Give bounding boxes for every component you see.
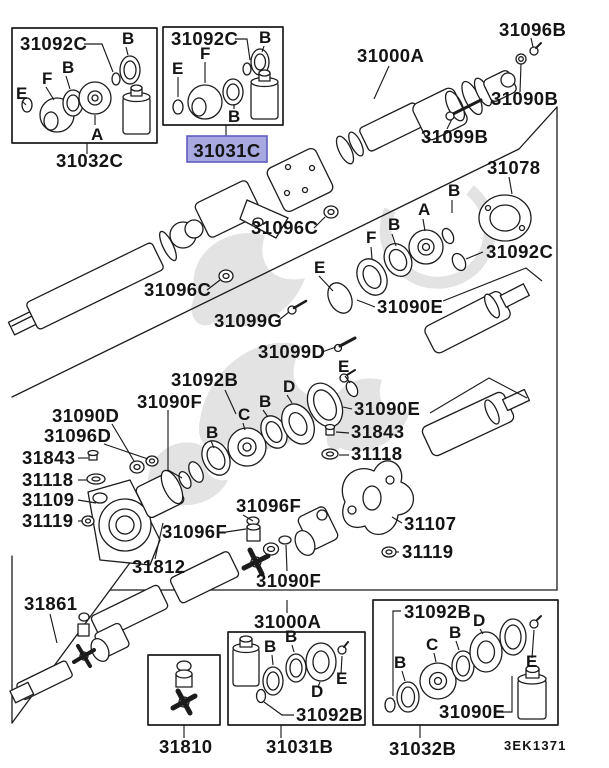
callout-letter: F: [366, 228, 377, 247]
callout-letter: C: [426, 635, 439, 654]
nut-31119-b-part: [382, 547, 396, 557]
callout-letter: C: [238, 405, 251, 424]
label-31812: 31812: [132, 556, 186, 577]
callout-letter: E: [526, 652, 538, 671]
label-31032B: 31032B: [389, 738, 457, 759]
cap-31843-b-part: [326, 425, 335, 436]
label-31109: 31109: [22, 489, 75, 510]
label-31843-b: 31843: [351, 421, 405, 442]
callout-letter: D: [473, 611, 486, 630]
nut-31096C-a-part: [324, 206, 338, 218]
callout-letter: E: [336, 669, 348, 688]
label-31092B-mid: 31092B: [171, 369, 239, 390]
callout-letter: A: [91, 125, 104, 144]
label-31032C: 31032C: [56, 150, 124, 171]
label-31096B: 31096B: [499, 19, 567, 40]
label-31843-a: 31843: [22, 447, 76, 468]
callout-letter: D: [311, 682, 324, 701]
label-31090F-a: 31090F: [137, 391, 203, 412]
nut-31096C-b-part: [219, 270, 233, 282]
bolt-31099G-part: [288, 301, 306, 314]
callout-letter: E: [172, 59, 184, 78]
label-31090B: 31090B: [491, 88, 559, 109]
label-31090E-box5: 31090E: [439, 701, 506, 722]
label-31031C-selected[interactable]: 31031C: [193, 140, 261, 161]
callout-letter: A: [418, 200, 431, 219]
label-31000A-b: 31000A: [254, 611, 322, 632]
label-31090E-a: 31090E: [377, 296, 444, 317]
label-31096F-a: 31096F: [236, 495, 302, 516]
callout-letter: B: [285, 627, 298, 646]
washer-31118-a-part: [87, 474, 105, 484]
callout-letter: B: [259, 392, 272, 411]
label-31107: 31107: [404, 513, 457, 534]
label-31090E-b: 31090E: [354, 398, 421, 419]
label-31092C-cv: 31092C: [486, 241, 554, 262]
hanger-bracket-31107-part: [342, 461, 413, 535]
bolt-31096B-part: [530, 43, 541, 55]
label-31031B: 31031B: [266, 736, 334, 757]
rear-propeller-shaft: [10, 550, 240, 702]
label-31078: 31078: [487, 157, 541, 178]
washer-31118-b-part: [322, 449, 338, 459]
label-31092C-inset1: 31092C: [20, 33, 88, 54]
callout-letter: B: [206, 423, 219, 442]
nut-31096D-part: [146, 456, 158, 466]
callout-letter: B: [388, 215, 401, 234]
nut-31090B-part: [516, 54, 526, 64]
label-31118-a: 31118: [22, 469, 74, 490]
callout-letter: F: [200, 44, 211, 63]
label-31090F-b: 31090F: [256, 570, 322, 591]
callout-letter: B: [62, 58, 75, 77]
callout-letter: B: [264, 637, 277, 656]
label-31810: 31810: [159, 736, 213, 757]
label-31096F-b: 31096F: [162, 521, 228, 542]
label-31099D: 31099D: [258, 341, 326, 362]
callout-letter: B: [449, 623, 462, 642]
callout-letter: D: [283, 377, 296, 396]
grommet-31119-a-part: [82, 516, 94, 526]
label-31099B: 31099B: [421, 126, 489, 147]
label-31096C-b: 31096C: [144, 279, 212, 300]
label-31092B-box5: 31092B: [404, 601, 472, 622]
callout-letter: B: [122, 29, 135, 48]
label-31092B-box4: 31092B: [296, 704, 364, 725]
callout-letter: B: [394, 653, 407, 672]
label-31096C-a: 31096C: [251, 217, 319, 238]
label-31099G: 31099G: [214, 310, 283, 331]
label-31000A: 31000A: [357, 45, 425, 66]
cap-31843-a-part: [88, 451, 98, 461]
callout-letter: B: [259, 28, 272, 47]
label-31092C-inset2: 31092C: [171, 28, 239, 49]
callout-letter: E: [338, 357, 350, 376]
label-31119-a: 31119: [22, 510, 74, 531]
label-31118-b: 31118: [351, 443, 403, 464]
label-31119-b: 31119: [402, 541, 454, 562]
inset-box-31810: [148, 655, 220, 738]
rear-shaft-stub-lower: [420, 378, 529, 458]
nut-31090D-part: [130, 461, 144, 473]
callout-letter: E: [314, 258, 326, 277]
label-31096D: 31096D: [44, 425, 112, 446]
callout-letter: F: [42, 69, 53, 88]
callout-letter: B: [448, 181, 461, 200]
label-31861: 31861: [24, 593, 78, 614]
drawing-code: 3EK1371: [504, 738, 567, 753]
callout-letter: E: [16, 84, 28, 103]
callout-letter: B: [228, 107, 241, 126]
center-bearing-assembly: [88, 459, 206, 565]
label-31090D: 31090D: [52, 405, 120, 426]
